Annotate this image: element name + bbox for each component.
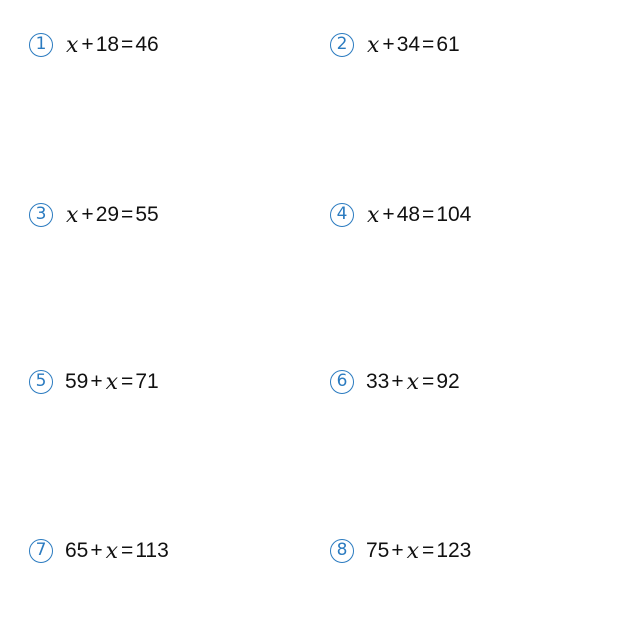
problem-2 (330, 30, 460, 60)
equals-sign: = (121, 203, 134, 226)
problem-6 (330, 367, 460, 397)
problem-number-badge: 5 (29, 370, 53, 394)
plus-sign: + (90, 539, 103, 562)
problem-number-badge: 6 (330, 370, 354, 394)
plus-sign: + (391, 539, 404, 562)
problem-7 (29, 536, 169, 566)
cropped-header (0, 0, 640, 8)
problem-8 (330, 536, 471, 566)
sum: 71 (135, 370, 159, 393)
equation (65, 370, 159, 395)
addend: 33 (366, 370, 390, 393)
equals-sign: = (422, 33, 435, 56)
sum: 55 (135, 203, 159, 226)
sum: 123 (436, 539, 472, 562)
plus-sign: + (81, 203, 94, 226)
sum: 61 (436, 33, 460, 56)
variable-x: x (66, 202, 79, 228)
variable-x: x (406, 369, 420, 395)
problem-number-badge: 4 (330, 203, 354, 227)
problem-5 (29, 367, 159, 397)
plus-sign: + (81, 33, 94, 56)
equals-sign: = (422, 203, 435, 226)
variable-x: x (406, 538, 420, 564)
equation (65, 203, 159, 228)
problem-number-badge: 7 (29, 539, 53, 563)
equation (65, 33, 159, 58)
equation (366, 539, 471, 564)
plus-sign: + (90, 370, 103, 393)
problem-number-badge: 2 (330, 33, 354, 57)
equals-sign: = (121, 539, 134, 562)
addend: 18 (95, 33, 120, 56)
equals-sign: = (422, 539, 435, 562)
equation (65, 539, 169, 564)
sum: 92 (436, 370, 460, 393)
equals-sign: = (422, 370, 435, 393)
equals-sign: = (121, 33, 134, 56)
problem-number-badge: 1 (29, 33, 53, 57)
problem-3 (29, 200, 159, 230)
addend: 48 (396, 203, 421, 226)
equals-sign: = (121, 370, 134, 393)
problem-1 (29, 30, 159, 60)
equation (366, 370, 460, 395)
plus-sign: + (391, 370, 404, 393)
addend: 65 (65, 539, 89, 562)
addend: 75 (366, 539, 390, 562)
addend: 59 (65, 370, 89, 393)
addend: 34 (396, 33, 421, 56)
equation (366, 33, 460, 58)
variable-x: x (105, 538, 119, 564)
sum: 46 (135, 33, 159, 56)
addend: 29 (95, 203, 120, 226)
equation (366, 203, 471, 228)
problem-number-badge: 8 (330, 539, 354, 563)
variable-x: x (367, 32, 380, 58)
problem-number-badge: 3 (29, 203, 53, 227)
plus-sign: + (382, 203, 395, 226)
sum: 104 (436, 203, 472, 226)
variable-x: x (66, 32, 79, 58)
plus-sign: + (382, 33, 395, 56)
sum: 113 (135, 539, 169, 562)
variable-x: x (367, 202, 380, 228)
problem-4 (330, 200, 471, 230)
variable-x: x (105, 369, 119, 395)
